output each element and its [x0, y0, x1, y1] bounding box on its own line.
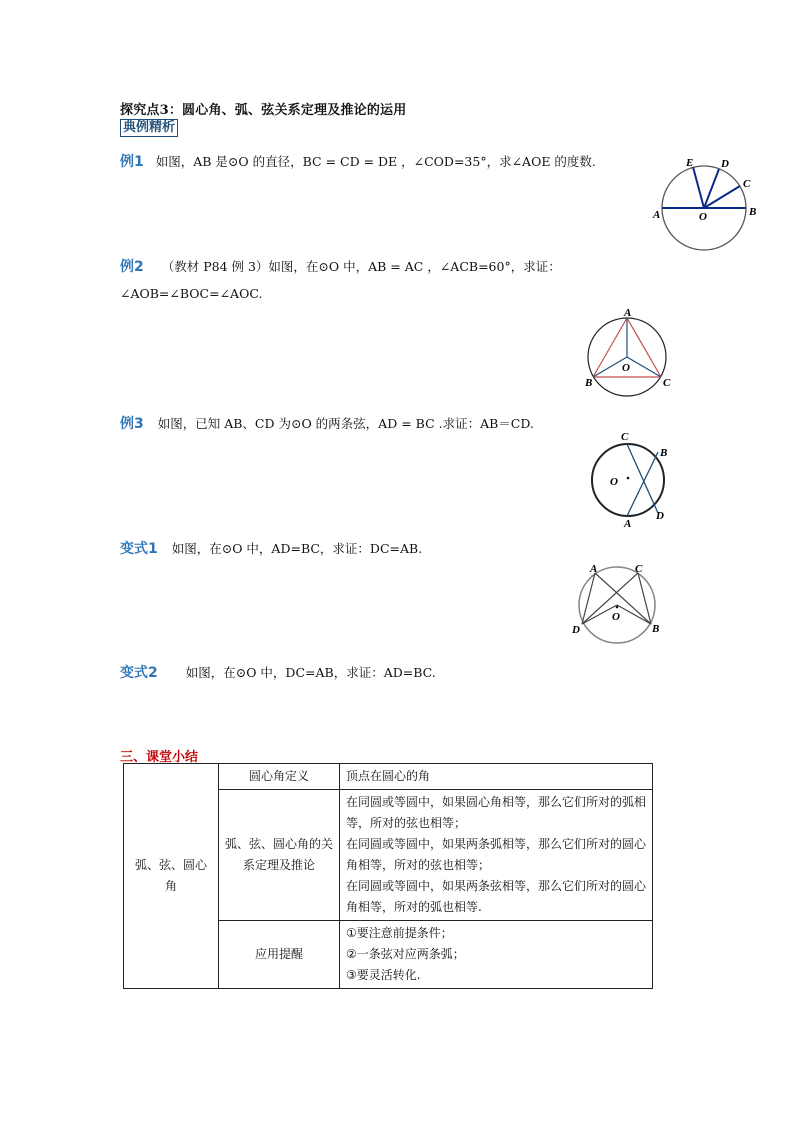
point-label: C [635, 563, 643, 575]
variation-1-label: 变式1 [120, 541, 158, 557]
point-label: B [749, 206, 757, 218]
row-name: 应用提醒 [219, 921, 340, 989]
point-label: E [686, 157, 694, 169]
point-label: C [663, 377, 671, 389]
row-name: 弧、弦、圆心角的关系定理及推论 [219, 790, 340, 921]
point-label: D [656, 510, 664, 522]
figure-example-2 [580, 305, 680, 400]
example-2-line2: ∠AOB=∠BOC=∠AOC. [120, 286, 263, 301]
row-content: ①要注意前提条件； ②一条弦对应两条弧； ③要灵活转化. [340, 921, 653, 989]
point-label: A [653, 209, 661, 221]
example-2-label: 例2 [120, 259, 144, 275]
variation-1-text: 如图，在⊙O 中，AD=BC，求证：DC=AB. [171, 541, 423, 556]
variation-2-text: 如图，在⊙O 中，DC=AB，求证：AD=BC. [185, 665, 436, 680]
point-label: C [743, 178, 751, 190]
figure-variation-1 [568, 560, 668, 650]
figure-example-1 [648, 150, 758, 260]
point-label: D [721, 158, 729, 170]
variation-2 [120, 662, 436, 682]
example-3-text: 如图，已知 AB、CD 为⊙O 的两条弦，AD = BC .求证：AB＝CD. [157, 416, 534, 431]
point-label: D [572, 624, 580, 636]
point-label: A [624, 518, 632, 530]
example-3-label: 例3 [120, 416, 144, 432]
point-label: O [612, 611, 620, 623]
section-title: 探究点3：圆心角、弧、弦关系定理及推论的运用 [120, 103, 407, 118]
example-1-label: 例1 [120, 154, 144, 170]
example-1 [120, 151, 596, 171]
figure-example-3 [588, 428, 678, 533]
point-label: O [699, 211, 707, 223]
point-label: A [624, 307, 632, 319]
point-label: A [590, 563, 598, 575]
summary-topic: 弧、弦、圆心角 [124, 764, 219, 989]
point-label: O [622, 362, 630, 374]
point-label: B [652, 623, 660, 635]
table-row [124, 764, 653, 790]
example-1-text: 如图，AB 是⊙O 的直径，BC = CD = DE ，∠COD=35°，求∠AOE 的度数. [155, 154, 596, 169]
point-label: C [621, 431, 629, 443]
summary-table [123, 763, 653, 989]
row-name: 圆心角定义 [219, 764, 340, 790]
variation-2-label: 变式2 [120, 665, 158, 681]
variation-1 [120, 538, 422, 558]
row-content: 顶点在圆心的角 [340, 764, 653, 790]
row-content: 在同圆或等圆中，如果圆心角相等，那么它们所对的弧相等，所对的弦也相等； 在同圆或等圆中，如果两条弧相等，那么它们所对的圆心角相等，所对的弦也相等； 在同圆或等圆中，如果两条弦相等，那么它们所对的圆心角相等，所对的弧也相等. [340, 790, 653, 921]
example-2-line1: （教材 P84 例 3）如图，在⊙O 中，AB = AC ，∠ACB=60°，求证： [161, 259, 561, 274]
summary-title: 三、课堂小结 [120, 750, 199, 765]
example-2 [120, 256, 561, 276]
point-label: B [660, 447, 668, 459]
point-label: O [610, 476, 618, 488]
example-tag: 典例精析 [120, 119, 178, 137]
point-label: B [585, 377, 593, 389]
example-3 [120, 413, 534, 433]
